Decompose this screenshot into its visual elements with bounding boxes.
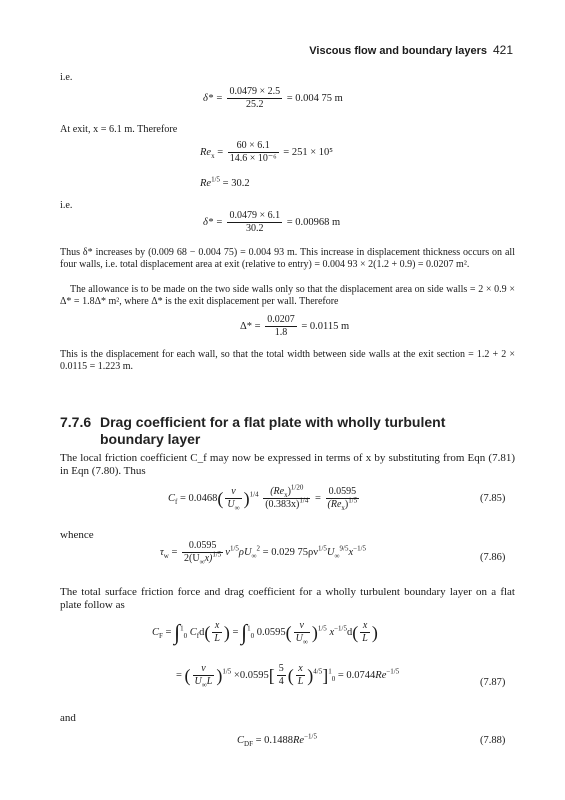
sub: w [163, 552, 169, 560]
sub: 0 [250, 632, 255, 640]
section-heading [60, 414, 515, 448]
sym: ) [287, 486, 291, 497]
text-ie-1: i.e. [60, 72, 73, 83]
sym: x) [204, 553, 213, 564]
numerator: 5 [278, 663, 284, 674]
sym: U [194, 676, 202, 687]
sub: f [196, 632, 200, 640]
sym: Re [375, 669, 387, 681]
sub: f [175, 498, 178, 506]
sup: 1 [180, 624, 184, 633]
denominator: 25.2 [227, 98, 282, 111]
subscript: x [211, 152, 215, 160]
numerator: 0.0207 [267, 314, 295, 325]
paren: ( [287, 665, 294, 686]
sym: ) [344, 499, 349, 510]
sym: x [329, 626, 335, 638]
equation-number-7-88: (7.88) [480, 735, 506, 746]
sym: C [237, 735, 245, 746]
equation-7-85 [168, 483, 361, 512]
section-title-line-2: boundary layer [100, 431, 201, 447]
sub: ∞ [199, 558, 205, 566]
sym: = 0.1488 [252, 735, 294, 746]
equation-number-7-87: (7.87) [480, 677, 506, 688]
text-and: and [60, 712, 76, 724]
denominator [294, 632, 310, 645]
eq-rhs: = 30.2 [222, 178, 250, 189]
equation-delta-star-2 [203, 210, 340, 235]
numerator: x [362, 620, 368, 631]
equation-7-88 [237, 732, 317, 749]
sym: = [312, 492, 324, 504]
paragraph-thickness-increase: Thus δ* increases by (0.009 68 − 0.004 75) = 0.004 93 m. This increase in displacement thickness occurs on all four walls, i.e. total displacement area at exit (relative to entry) = 0.004 93 × 2(1.2 + 0.9) = 0.0207 m². [60, 247, 515, 270]
sup: 1/5 [348, 496, 358, 505]
denominator [182, 552, 223, 565]
equation-reynolds-fifth-root [200, 175, 250, 189]
sup: 1 [247, 624, 251, 633]
fraction [227, 210, 282, 235]
sup: 2 [256, 544, 261, 553]
fraction [212, 620, 222, 645]
sym: = [176, 669, 185, 681]
equation-7-86 [160, 540, 366, 565]
bracket: ] [322, 665, 329, 686]
numerator: 0.0595 [328, 486, 357, 497]
sym: Re [293, 735, 305, 746]
paren: ( [184, 665, 191, 686]
denominator: L [362, 633, 368, 644]
eq-lhs: δ* = [203, 92, 223, 104]
sub: 0 [183, 632, 188, 640]
numerator: ν [231, 486, 236, 497]
sup: 1/4 [249, 490, 259, 499]
sup: 1/20 [290, 483, 304, 492]
sup: 1/5 [317, 624, 327, 633]
sym: ν [225, 546, 230, 558]
fraction [277, 663, 286, 688]
denominator: L [214, 633, 220, 644]
sym: 0.0595 [256, 626, 286, 638]
fraction [296, 663, 306, 688]
sup: −1/5 [353, 544, 367, 553]
paren: ( [352, 622, 359, 643]
page-number: 421 [492, 43, 513, 57]
sym: = 0.029 75ρν [260, 546, 318, 558]
fraction [326, 486, 360, 511]
eq-lhs: Re [200, 178, 212, 189]
sub: ∞ [251, 552, 257, 560]
integral-sign: ∫ [174, 619, 181, 645]
superscript: 1/5 [211, 175, 221, 184]
sub: x [341, 504, 345, 512]
numerator: ν [201, 663, 206, 674]
denominator [225, 498, 241, 511]
fraction [182, 540, 223, 565]
sub: 0 [331, 675, 336, 683]
sym: L [206, 676, 213, 687]
paren: ( [285, 622, 292, 643]
sup: 1/4 [299, 496, 309, 505]
sym: U [326, 546, 335, 558]
sym: τ [160, 546, 164, 558]
paragraph-allowance: The allowance is to be made on the two side walls only so that the displacement area on side walls = 2 × 0.9 × Δ* = 1.8Δ* m², where Δ* is the exit displacement per wall. Therefore [60, 284, 515, 307]
fraction [225, 486, 241, 511]
sym: = 0.0468 [177, 492, 218, 504]
sym: (0.383x) [265, 499, 300, 510]
denominator: 4 [278, 676, 284, 687]
sym: = 0.0744 [335, 669, 376, 681]
numerator: ν [299, 620, 304, 631]
sup: 9/5 [339, 544, 349, 553]
sub: DF [244, 740, 253, 749]
sup: 1/5 [212, 550, 222, 559]
equation-7-87-line-1 [152, 620, 378, 645]
equation-number-7-86: (7.86) [480, 552, 506, 563]
sym: x [348, 546, 354, 558]
paren: ) [216, 665, 223, 686]
sym: ρU [238, 546, 252, 558]
fraction [360, 620, 370, 645]
numerator: x [214, 620, 220, 631]
sup: −1/5 [334, 624, 348, 633]
equation-7-87-line-2 [176, 663, 399, 688]
eq-rhs: = 0.0115 m [301, 320, 350, 332]
eq-lhs: Re [200, 146, 212, 158]
eq-rhs: = 0.00968 m [286, 216, 341, 228]
running-header [300, 43, 513, 57]
fraction [228, 140, 279, 165]
numerator: 0.0479 × 2.5 [229, 86, 281, 97]
sym: ×0.0595 [233, 669, 269, 681]
running-title: Viscous flow and boundary layers [309, 45, 487, 57]
sub: x [284, 491, 288, 499]
eq-rhs: = 251 × 10⁵ [283, 146, 333, 158]
fraction [227, 86, 282, 111]
eq-rhs: = 0.004 75 m [286, 92, 343, 104]
sup: 1/5 [317, 544, 327, 553]
text-exit-line: At exit, x = 6.1 m. Therefore [60, 124, 178, 135]
denominator: L [297, 676, 304, 687]
fraction [265, 314, 297, 339]
sym: = [229, 626, 242, 638]
denominator: 14.6 × 10⁻⁶ [229, 153, 277, 164]
denominator: 30.2 [227, 222, 282, 235]
eq-lhs: δ* = [203, 216, 223, 228]
paragraph-total-friction: The total surface friction force and drag coefficient for a wholly turbulent boundary layer on a flat plate follow as [60, 586, 515, 611]
sym: (Re [327, 499, 342, 510]
equation-number-7-85: (7.85) [480, 493, 506, 504]
sym: C [152, 626, 160, 638]
paragraph-local-friction: The local friction coefficient C_f may now be expressed in terms of x by substituting from Eqn (7.81) in Eqn (7.80). Thus [60, 452, 515, 477]
sym: U [295, 633, 303, 644]
numerator: 60 × 6.1 [236, 140, 270, 151]
paragraph-wall-displacement: This is the displacement for each wall, so that the total width between side walls at the exit section = 1.2 + 2 × 0.0115 = 1.223 m. [60, 349, 515, 372]
sup: 1 [328, 667, 332, 676]
integral-sign: ∫ [241, 619, 248, 645]
sym: d [347, 626, 353, 638]
sym: d [199, 626, 205, 638]
fraction [263, 483, 310, 511]
sup: 1/5 [229, 544, 239, 553]
fraction [294, 620, 310, 645]
paren: ) [371, 622, 378, 643]
sup: −1/5 [304, 732, 317, 741]
sym: (Re [270, 486, 285, 497]
sup: 4/5 [313, 667, 323, 676]
sym: C [189, 626, 197, 638]
sym: = [162, 626, 175, 638]
sym: C [168, 492, 176, 504]
bracket: [ [268, 665, 275, 686]
paren: ( [217, 488, 224, 509]
sub: ∞ [201, 681, 207, 689]
paren: ) [307, 665, 314, 686]
sym: 2(U [184, 553, 200, 564]
paren: ) [243, 488, 250, 509]
section-number: 7.7.6 [60, 414, 92, 430]
text-whence: whence [60, 529, 94, 541]
sub: F [159, 632, 163, 640]
section-title-line-1: Drag coefficient for a flat plate with wholly turbulent [100, 414, 446, 430]
equation-delta-star-1 [203, 86, 343, 111]
equation-exit-displacement [240, 314, 349, 339]
denominator [263, 498, 310, 511]
equation-reynolds-x: $Re_x$ = $\frac{60 \times 6.1}{\text{14.6 × 10⁻⁶}}$ = 251 × 10⁵ [200, 140, 333, 164]
numerator: x [298, 663, 303, 674]
sub: ∞ [302, 638, 308, 646]
sym: = [168, 546, 180, 558]
denominator: 1.8 [265, 326, 297, 339]
sym: U [227, 499, 235, 510]
sup: 1/5 [222, 667, 232, 676]
sup: −1/5 [386, 667, 400, 676]
numerator: 0.0595 [188, 540, 217, 551]
fraction [193, 663, 215, 688]
numerator: 0.0479 × 6.1 [229, 210, 281, 221]
text-ie-2: i.e. [60, 200, 73, 211]
paren: ) [311, 622, 318, 643]
denominator [193, 675, 215, 688]
paren: ( [204, 622, 211, 643]
sub: ∞ [334, 552, 340, 560]
paren: ) [223, 622, 230, 643]
denominator [326, 498, 360, 511]
sub: ∞ [234, 504, 240, 512]
eq-lhs: Δ* = [240, 320, 261, 332]
